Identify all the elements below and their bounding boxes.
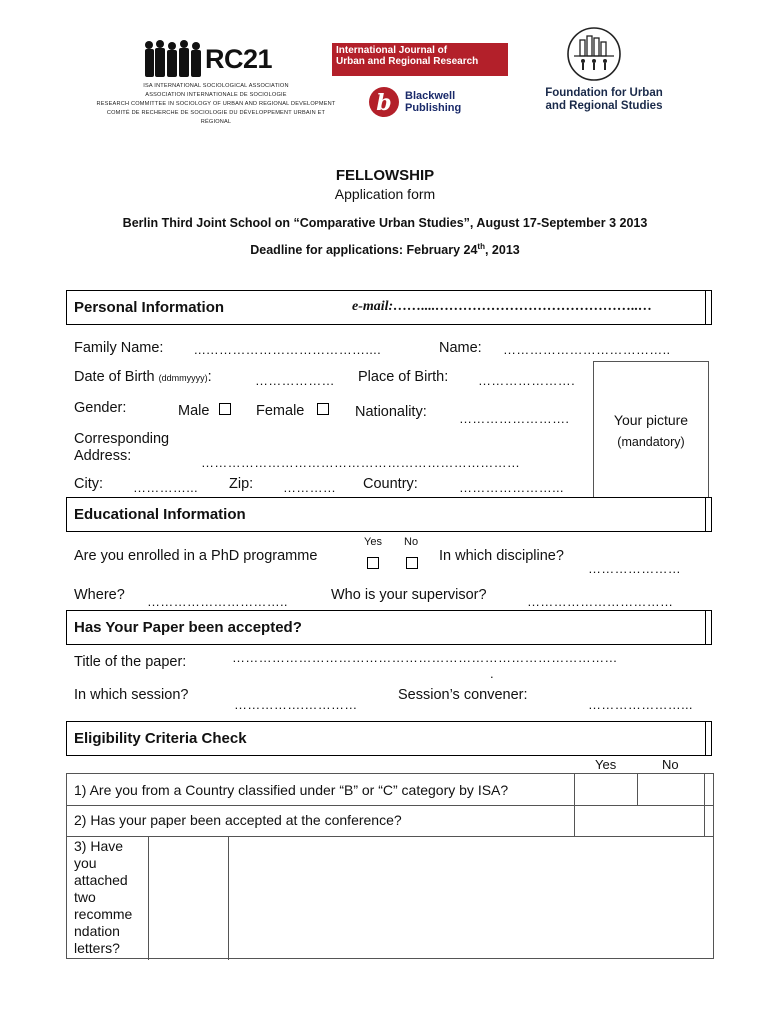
q1-no-cell[interactable] — [638, 775, 704, 805]
q3-line: two — [74, 889, 96, 905]
address-label-line2: Address: — [74, 448, 132, 464]
rc21-line: RESEARCH COMMITTEE IN SOCIOLOGY OF URBAN AND REGIONAL DEVELOPMENT — [96, 101, 336, 107]
logos-header — [0, 0, 770, 130]
paper-title-label: Title of the paper: — [74, 654, 187, 670]
personal-info-header — [66, 290, 712, 325]
eligibility-q2: 2) Has your paper been accepted at the conference? — [74, 812, 402, 828]
eligibility-q3 — [74, 838, 144, 957]
ijurr-logo — [332, 43, 508, 76]
pob-field[interactable]: …………………. — [478, 373, 576, 388]
name-field[interactable]: ……………………………….. — [503, 342, 671, 357]
male-checkbox[interactable] — [219, 403, 231, 415]
nationality-label: Nationality: — [355, 404, 427, 420]
convener-field[interactable]: …………………... — [588, 697, 693, 712]
zip-label: Zip: — [229, 476, 254, 492]
blackwell-logo-icon — [368, 86, 400, 118]
female-checkbox[interactable] — [317, 403, 329, 415]
supervisor-label: Who is your supervisor? — [331, 587, 487, 603]
picture-box[interactable] — [593, 361, 709, 497]
q3-line: letters? — [74, 940, 120, 956]
education-title: Educational Information — [74, 506, 246, 523]
q3-line: you — [74, 855, 97, 871]
paper-title-dot-end: . — [490, 666, 494, 681]
blackwell-line: Publishing — [405, 102, 462, 114]
fus-line: and Regional Studies — [545, 100, 663, 112]
address-field[interactable]: ……………………………………………………………… — [201, 455, 521, 470]
rc21-people-logo-icon — [143, 40, 203, 78]
family-name-field[interactable]: ...……………………………….... — [194, 342, 381, 357]
rc21-line: ISA INTERNATIONAL SOCIOLOGICAL ASSOCIATION — [143, 83, 289, 89]
q3-line: 3) Have — [74, 838, 124, 854]
personal-info-title: Personal Information — [74, 299, 225, 316]
session-label: In which session? — [74, 687, 189, 703]
deadline-text — [0, 242, 770, 257]
rc21-title: RC21 — [205, 44, 273, 74]
where-label: Where? — [74, 587, 125, 603]
phd-question: Are you enrolled in a PhD programme — [74, 548, 318, 564]
email-dots: ……....……………………………………..… — [393, 299, 653, 314]
convener-label: Session’s convener: — [398, 687, 528, 703]
rc21-line: ASSOCIATION INTERNATIONALE DE SOCIOLOGIE — [145, 92, 287, 98]
nationality-field[interactable]: ……………………. — [459, 411, 570, 426]
paper-title: Has Your Paper been accepted? — [74, 619, 302, 636]
email-field[interactable] — [352, 299, 652, 315]
q2-answer-cell[interactable] — [575, 806, 704, 836]
eligibility-title: Eligibility Criteria Check — [74, 730, 247, 747]
city-field[interactable]: …………... — [133, 480, 198, 495]
eligibility-table — [66, 773, 714, 959]
pob-label: Place of Birth: — [358, 369, 449, 385]
blackwell-line: Blackwell — [405, 90, 456, 102]
deadline-pre: Deadline for applications: February 24 — [250, 243, 478, 258]
city-label: City: — [74, 476, 103, 492]
eligibility-q1: 1) Are you from a Country classified under “B” or “C” category by ISA? — [74, 782, 509, 798]
address-label-line1: Corresponding — [74, 431, 170, 447]
dob-format: (ddmmyyyy) — [158, 373, 208, 383]
discipline-field[interactable]: ………………… — [588, 561, 682, 576]
picture-label: Your picture — [613, 412, 689, 428]
gender-label: Gender: — [74, 400, 127, 416]
school-description: Berlin Third Joint School on “Comparative Urban Studies”, August 17-September 3 2013 — [122, 216, 648, 230]
q3-line: attached — [74, 872, 128, 888]
q3-line: ndation — [74, 923, 120, 939]
phd-no-label: No — [404, 536, 419, 548]
paper-header — [66, 610, 712, 645]
fus-line: Foundation for Urban — [545, 87, 663, 99]
country-label: Country: — [363, 476, 418, 492]
phd-no-checkbox[interactable] — [406, 557, 418, 569]
q1-yes-cell[interactable] — [575, 775, 637, 805]
q3-answer-cell[interactable] — [149, 837, 228, 959]
discipline-label: In which discipline? — [439, 548, 564, 564]
dob-colon: : — [207, 369, 212, 385]
eligibility-yes-label: Yes — [595, 757, 617, 772]
supervisor-field[interactable]: …………………………… — [527, 594, 674, 609]
col-divider — [704, 774, 705, 836]
where-field[interactable]: ………………………….. — [147, 594, 288, 609]
zip-field[interactable]: ………… — [283, 480, 337, 495]
male-label: Male — [178, 403, 210, 419]
blackwell-text — [405, 90, 461, 114]
female-label: Female — [256, 403, 305, 419]
session-field[interactable]: …………….………… — [234, 697, 358, 712]
email-label: e-mail: — [352, 299, 394, 314]
form-title: FELLOWSHIP — [335, 167, 435, 184]
family-name-label: Family Name: — [74, 340, 164, 356]
name-label: Name: — [439, 340, 482, 356]
phd-yes-checkbox[interactable] — [367, 557, 379, 569]
education-header — [66, 497, 712, 532]
q3-comment-cell[interactable] — [229, 837, 713, 959]
ijurr-line: Urban and Regional Research — [336, 56, 479, 67]
dob-label-text: Date of Birth — [74, 369, 155, 385]
fus-text — [534, 87, 674, 113]
paper-title-field[interactable]: …………………………………………………………………………… — [232, 650, 618, 665]
country-field[interactable]: …………………... — [459, 480, 564, 495]
svg-text:b: b — [376, 90, 392, 116]
deadline-sup: th — [477, 242, 485, 251]
phd-yes-label: Yes — [364, 536, 382, 548]
dob-label — [74, 369, 212, 385]
rc21-line: COMITÉ DE RECHERCHE DE SOCIOLOGIE DU DÉVELOPPEMENT URBAIN ET RÉGIONAL — [106, 110, 326, 125]
picture-note: (mandatory) — [617, 435, 685, 449]
ijurr-line: International Journal of — [336, 45, 448, 56]
deadline-post: , 2013 — [484, 243, 520, 258]
fus-logo-icon — [566, 26, 622, 82]
q3-line: recomme — [74, 906, 133, 922]
eligibility-no-label: No — [662, 757, 679, 772]
dob-field[interactable]: ……………… — [255, 373, 335, 388]
eligibility-header — [66, 721, 712, 756]
rc21-association-text — [96, 82, 336, 127]
form-subtitle: Application form — [334, 186, 436, 202]
